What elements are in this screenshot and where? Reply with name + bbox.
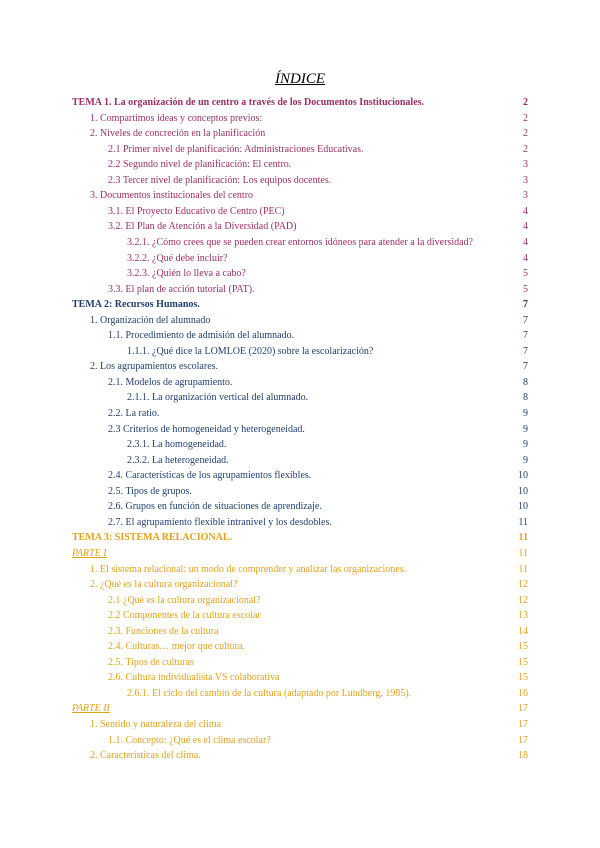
toc-entry-label: 2.3 Criterios de homogeneidad y heterogeneidad. — [108, 423, 305, 435]
toc-entry-label: TEMA 3: SISTEMA RELACIONAL. — [72, 532, 233, 544]
toc-entry-label: 3.2.2. ¿Qué debe incluir? — [127, 252, 228, 264]
toc-entry-label: TEMA 1. La organización de un centro a través de los Documentos Institucionales. — [72, 97, 425, 108]
toc-entry-page: 2 — [523, 112, 528, 124]
toc-entry[interactable] — [90, 314, 528, 328]
toc-entry[interactable] — [108, 158, 528, 172]
toc-entry-page: 10 — [518, 485, 528, 497]
toc-entry[interactable] — [108, 329, 528, 343]
toc-entry-page: 8 — [523, 376, 528, 388]
toc-entry[interactable] — [127, 345, 528, 359]
toc-entry-label: 2.2 Componentes de la cultura escolar — [108, 610, 261, 622]
toc-entry-label: 1. Sentido y naturaleza del clima — [90, 719, 222, 730]
toc-entry-page: 11 — [518, 516, 528, 528]
toc-entry[interactable] — [108, 516, 528, 530]
toc-entry[interactable] — [72, 96, 528, 110]
toc-entry[interactable] — [108, 671, 528, 685]
toc-entry[interactable] — [108, 143, 528, 157]
toc-entry-page: 2 — [523, 128, 528, 140]
toc-entry-label: 2.1 Primer nivel de planificación: Administraciones Educativas. — [108, 143, 364, 155]
toc-entry-label: PARTE I — [72, 547, 107, 559]
toc-entry[interactable] — [127, 236, 528, 250]
toc-entry[interactable] — [108, 469, 528, 483]
toc-entry-page: 11 — [518, 532, 528, 544]
toc-entry-page: 17 — [518, 703, 528, 715]
toc-entry-page: 9 — [523, 454, 528, 466]
toc-entry-page: 11 — [518, 563, 528, 575]
toc-entry-label: PARTE II — [72, 703, 110, 715]
toc-entry[interactable] — [108, 625, 528, 639]
toc-entry-label: 3.1. El Proyecto Educativo de Centro (PEC) — [108, 205, 285, 217]
toc-entry[interactable] — [108, 656, 528, 670]
toc-entry[interactable] — [127, 252, 528, 266]
toc-entry-label: 1.1. Concepto: ¿Qué es el clima escolar? — [108, 734, 271, 746]
toc-entry-page: 7 — [523, 330, 528, 342]
toc-entry-page: 14 — [518, 625, 528, 637]
toc-entry-page: 16 — [518, 687, 528, 699]
toc-entry-label: 2.3 Tercer nivel de planificación: Los equipos docentes. — [108, 174, 332, 186]
toc-entry-page: 11 — [518, 547, 528, 559]
toc-entry-page: 15 — [518, 656, 528, 668]
toc-entry-page: 5 — [523, 283, 528, 295]
toc-entry-page: 7 — [523, 299, 528, 311]
toc-entry-label: 3.2.1. ¿Cómo crees que se pueden crear entornos idóneos para atender a la diversidad? — [127, 236, 473, 248]
toc-entry-label: 1. Organización del alumnado — [90, 314, 211, 326]
toc-entry-label: 3.3. El plan de acción tutorial (PAT). — [108, 283, 255, 295]
toc-entry[interactable] — [90, 189, 528, 203]
toc-entry-page: 3 — [523, 190, 528, 202]
toc-entry[interactable] — [90, 127, 528, 141]
toc-entry-label: 2.3.2. La heterogeneidad. — [127, 454, 229, 466]
toc-entry-page: 18 — [518, 750, 528, 762]
toc-entry[interactable] — [72, 702, 528, 716]
toc-entry[interactable] — [108, 423, 528, 437]
toc-entry[interactable] — [108, 500, 528, 514]
toc-entry-page: 5 — [523, 268, 528, 280]
toc-entry-page: 9 — [523, 439, 528, 451]
toc-entry-label: 2.6. Grupos en función de situaciones de aprendizaje. — [108, 501, 322, 513]
toc-entry-page: 12 — [518, 594, 528, 606]
toc-entry[interactable] — [127, 687, 528, 701]
toc-entry-label: 2. ¿Qué es la cultura organizacional? — [90, 579, 238, 591]
toc-entry[interactable] — [108, 220, 528, 234]
toc-entry-label: 2.1 ¿Qué es la cultura organizacional? — [108, 594, 261, 606]
toc-entry-page: 7 — [523, 345, 528, 357]
toc-entry-page: 15 — [518, 641, 528, 653]
toc-entry-page: 8 — [523, 392, 528, 404]
toc-entry-page: 9 — [523, 408, 528, 419]
toc-entry-page: 4 — [523, 236, 528, 248]
toc-entry-label: 2.6. Cultura individualista VS colaborativa — [108, 672, 280, 684]
toc-entry-label: 2.6.1. El ciclo del cambio de la cultura (adaptado por Lundberg, 1985). — [127, 687, 412, 699]
toc-entry[interactable] — [108, 376, 528, 390]
toc-entry[interactable] — [108, 407, 528, 421]
toc-entry-label: 2.2 Segundo nivel de planificación: El centro. — [108, 159, 292, 171]
toc-entry-page: 10 — [518, 470, 528, 482]
toc-entry-label: 2.5. Tipos de grupos. — [108, 485, 192, 497]
toc-entry[interactable] — [108, 594, 528, 608]
toc-entry[interactable] — [127, 454, 528, 468]
toc-entry[interactable] — [108, 283, 528, 297]
toc-entry-label: 1.1. Procedimiento de admisión del alumnado. — [108, 330, 295, 342]
toc-entry[interactable] — [108, 205, 528, 219]
index-title: ÍNDICE — [275, 71, 325, 87]
toc-entry[interactable] — [90, 578, 528, 592]
toc-entry-label: 2. Niveles de concreción en la planificación — [90, 128, 266, 140]
toc-entry-page: 2 — [523, 97, 528, 108]
toc-entry-page: 17 — [518, 734, 528, 746]
toc-entry-label: 2.7. El agrupamiento flexible intranivel y los desdobles. — [108, 516, 332, 528]
toc-entry[interactable] — [72, 547, 528, 561]
toc-entry-label: 2.2. La ratio. — [108, 408, 160, 419]
toc-entry[interactable] — [90, 563, 528, 577]
toc-entry-label: 1. El sistema relacional: un modo de comprender y analizar las organizaciones. — [90, 563, 407, 575]
toc-entry[interactable] — [108, 640, 528, 654]
toc-entry-label: 2.1. Modelos de agrupamiento. — [108, 376, 233, 388]
toc-entry-label: 2.3.1. La homogeneidad. — [127, 439, 227, 451]
toc-entry-label: 2. Los agrupamientos escolares. — [90, 361, 219, 373]
toc-entry[interactable] — [72, 531, 528, 545]
toc-entry-label: 2.1.1. La organización vertical del alumnado. — [127, 392, 309, 404]
toc-entry-page: 12 — [518, 579, 528, 591]
toc-entry-label: 2.4. Culturas… mejor que cultura. — [108, 641, 245, 653]
toc-entry[interactable] — [127, 267, 528, 281]
toc-entry-page: 13 — [518, 610, 528, 622]
toc-entry-label: 2. Características del clima. — [90, 750, 201, 762]
toc-entry-page: 10 — [518, 501, 528, 513]
toc-entry-page: 4 — [523, 252, 528, 264]
toc-entry[interactable] — [90, 749, 528, 763]
toc-entry-page: 7 — [523, 361, 528, 373]
toc-entry-label: 3. Documentos institucionales del centro — [90, 190, 254, 202]
toc-entry[interactable] — [127, 438, 528, 452]
toc-entry[interactable] — [90, 360, 528, 374]
toc-entry[interactable] — [90, 718, 528, 732]
toc-entry[interactable] — [72, 298, 528, 312]
toc-entry-page: 4 — [523, 205, 528, 217]
toc-entry-page: 9 — [523, 423, 528, 435]
toc-entry-page: 3 — [523, 174, 528, 186]
toc-entry-label: 3.2.3. ¿Quién lo lleva a cabo? — [127, 268, 246, 280]
toc-entry[interactable] — [108, 174, 528, 188]
toc-entry-page: 15 — [518, 672, 528, 684]
toc-entry-label: 1.1.1. ¿Qué dice la LOMLOE (2020) sobre la escolarización? — [127, 345, 374, 357]
toc-entry[interactable] — [108, 734, 528, 748]
toc-entry-page: 7 — [523, 314, 528, 326]
toc-entry-page: 3 — [523, 159, 528, 171]
toc-entry-label: 2.3. Funciones de la cultura — [108, 625, 219, 637]
toc-entry-page: 17 — [518, 719, 528, 730]
toc-entry-label: 2.4. Características de los agrupamientos flexibles. — [108, 470, 312, 482]
toc-entry-label: 2.5. Tipos de culturas — [108, 656, 194, 668]
toc-entry-label: 1. Compartimos ideas y conceptos previos: — [90, 112, 263, 124]
toc-entry-label: 3.2. El Plan de Atención a la Diversidad (PAD) — [108, 221, 297, 233]
toc-entry-label: TEMA 2: Recursos Humanos. — [72, 299, 200, 311]
toc-entry[interactable] — [108, 485, 528, 499]
toc-entry[interactable] — [108, 609, 528, 623]
toc-entry[interactable] — [127, 391, 528, 405]
toc-entry[interactable] — [90, 112, 528, 126]
toc-entry-page: 2 — [523, 143, 528, 155]
toc-entry-page: 4 — [523, 221, 528, 233]
